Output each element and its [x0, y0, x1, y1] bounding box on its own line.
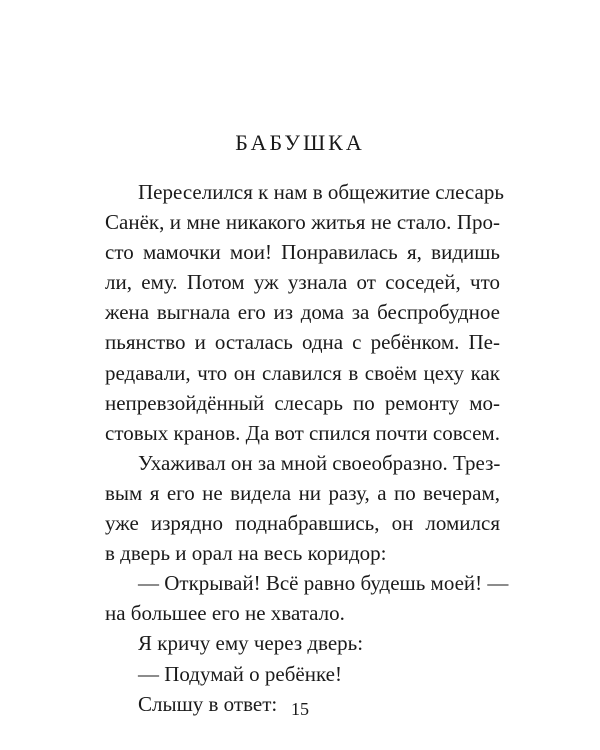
text-line: стовых кранов. Да вот спился почти совсем. [105, 420, 500, 445]
page-number: 15 [291, 699, 309, 719]
text-line: Ухаживал он за мной своеобразно. Трез- [138, 450, 501, 475]
text-line: в дверь и орал на весь коридор: [105, 541, 387, 566]
text-line: Санёк, и мне никакого житья не стало. Про- [105, 210, 500, 235]
text-line: вым я его не видела ни разу, а по вечерам, [105, 480, 500, 505]
text-line: непревзойдённый слесарь по ремонту мо- [105, 390, 500, 415]
text-line: Переселился к нам в общежитие слесарь [138, 180, 504, 204]
text-line: на большее его не хватало. [105, 601, 345, 626]
chapter-title: БАБУШКА [235, 130, 365, 155]
text-line: — Открывай! Всё равно будешь моей! — [138, 571, 509, 596]
text-line: пьянство и осталась одна с ребёнком. Пе- [105, 330, 500, 355]
body-text [105, 177, 509, 719]
text-line: — Подумай о ребёнке! [138, 661, 342, 686]
text-line: сто мамочки мои! Понравилась я, видишь [105, 240, 500, 265]
text-line: ли, ему. Потом уж узнала от соседей, что [105, 270, 500, 295]
text-line: редавали, что он славился в своём цеху как [105, 360, 500, 385]
text-line: уже изрядно поднабравшись, он ломился [105, 511, 500, 536]
text-line: жена выгнала его из дома за беспробудное [105, 300, 500, 325]
text-line: Слышу в ответ: [138, 691, 278, 716]
text-line: Я кричу ему через дверь: [138, 631, 364, 656]
